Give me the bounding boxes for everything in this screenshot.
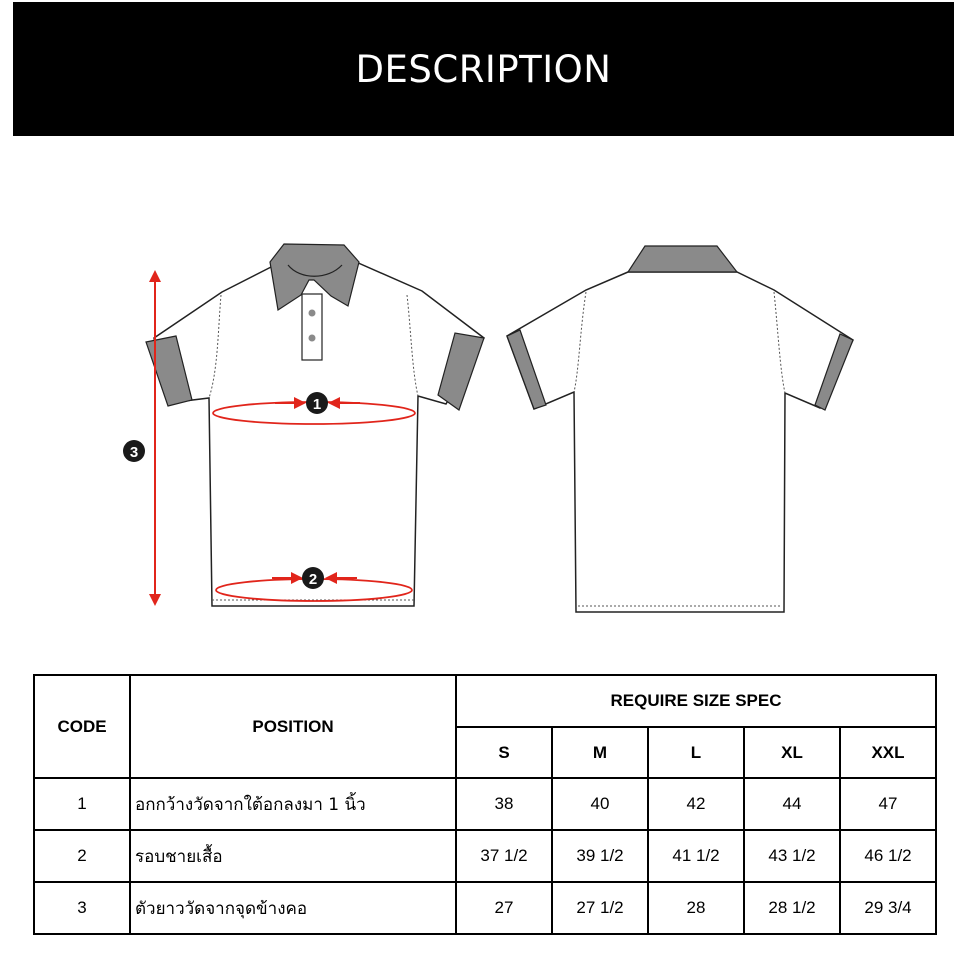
marker-2-label: 2: [308, 571, 318, 588]
size-header: XXL: [840, 727, 936, 778]
size-header: S: [456, 727, 552, 778]
row-value: 28 1/2: [744, 882, 840, 934]
row-code: 1: [34, 778, 130, 830]
marker-3: [123, 440, 145, 462]
size-header: L: [648, 727, 744, 778]
table-row: [34, 830, 936, 882]
position-header: POSITION: [130, 675, 456, 778]
row-value: 38: [456, 778, 552, 830]
code-header: CODE: [34, 675, 130, 778]
row-value: 39 1/2: [552, 830, 648, 882]
row-code: 2: [34, 830, 130, 882]
button-bottom: [309, 335, 316, 342]
button-top: [309, 310, 316, 317]
row-value: 47: [840, 778, 936, 830]
marker-1-label: 1: [312, 396, 322, 413]
size-header: XL: [744, 727, 840, 778]
size-header: M: [552, 727, 648, 778]
table-row: [34, 778, 936, 830]
row-value: 29 3/4: [840, 882, 936, 934]
table-row: [34, 882, 936, 934]
marker-2: [302, 567, 324, 589]
description-banner: [13, 2, 954, 136]
row-value: 40: [552, 778, 648, 830]
row-value: 28: [648, 882, 744, 934]
row-code: 3: [34, 882, 130, 934]
row-value: 27 1/2: [552, 882, 648, 934]
back-shirt: [507, 246, 853, 612]
size-spec-table: [33, 674, 937, 935]
page-title: DESCRIPTION: [355, 47, 612, 91]
row-value: 42: [648, 778, 744, 830]
row-position: รอบชายเสื้อ: [130, 830, 456, 882]
row-value: 27: [456, 882, 552, 934]
row-value: 43 1/2: [744, 830, 840, 882]
row-position: ตัวยาววัดจากจุดข้างคอ: [130, 882, 456, 934]
marker-3-label: 3: [129, 444, 139, 461]
row-position: อกกว้างวัดจากใต้อกลงมา 1 นิ้ว: [130, 778, 456, 830]
row-value: 37 1/2: [456, 830, 552, 882]
spec-header: REQUIRE SIZE SPEC: [456, 675, 936, 727]
front-shirt: [146, 244, 484, 606]
back-body: [507, 272, 853, 612]
marker-1: [306, 392, 328, 414]
row-value: 44: [744, 778, 840, 830]
row-value: 41 1/2: [648, 830, 744, 882]
placket: [302, 294, 322, 360]
back-collar: [628, 246, 737, 272]
polo-shirt-diagram: [0, 230, 967, 630]
row-value: 46 1/2: [840, 830, 936, 882]
